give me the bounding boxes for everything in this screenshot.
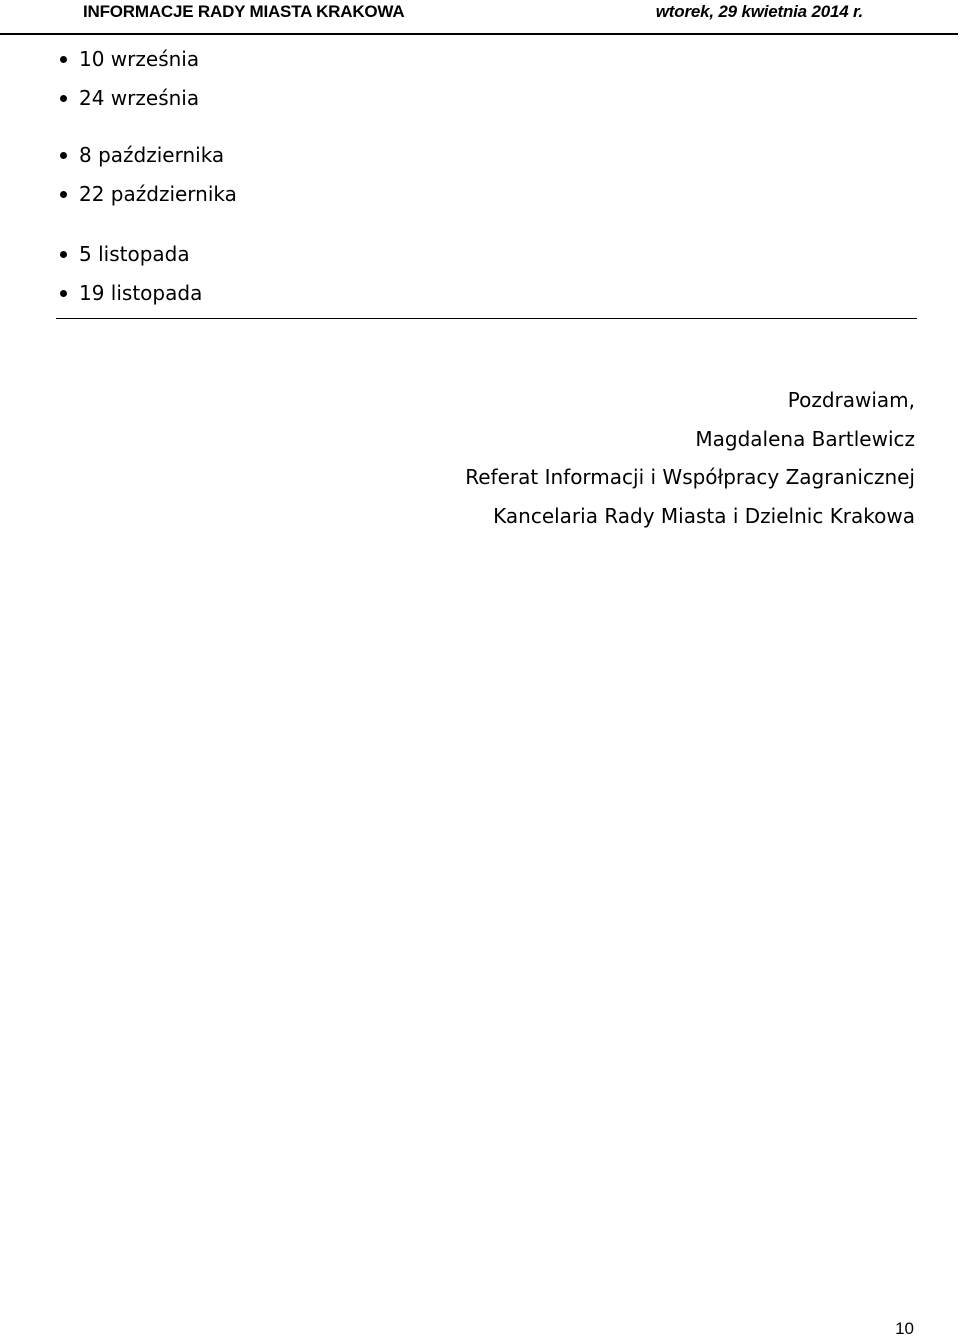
bullet-icon xyxy=(60,152,67,159)
signature-name: Magdalena Bartlewicz xyxy=(695,426,915,451)
header-divider xyxy=(0,33,958,35)
bullet-icon xyxy=(60,251,67,258)
page-number: 10 xyxy=(895,1319,914,1338)
bullet-icon xyxy=(60,290,67,297)
bullet-icon xyxy=(60,56,67,63)
header-date: wtorek, 29 kwietnia 2014 r. xyxy=(655,2,863,21)
bullet-icon xyxy=(60,191,67,198)
date-text: 5 listopada xyxy=(79,242,190,266)
date-text: 10 września xyxy=(79,47,200,71)
date-text: 22 października xyxy=(79,182,237,206)
section-divider xyxy=(56,318,917,319)
header-title: INFORMACJE RADY MIASTA KRAKOWA xyxy=(83,2,405,21)
signature-department: Referat Informacji i Współpracy Zagranicznej xyxy=(465,465,915,490)
date-text: 24 września xyxy=(79,86,200,110)
date-text: 19 listopada xyxy=(79,281,203,305)
signature-block xyxy=(465,381,915,536)
signature-greeting: Pozdrawiam, xyxy=(787,388,915,412)
date-text: 8 października xyxy=(79,143,225,167)
signature-office: Kancelaria Rady Miasta i Dzielnic Krakowa xyxy=(493,504,915,529)
bullet-icon xyxy=(60,95,67,102)
page-header xyxy=(0,0,960,36)
